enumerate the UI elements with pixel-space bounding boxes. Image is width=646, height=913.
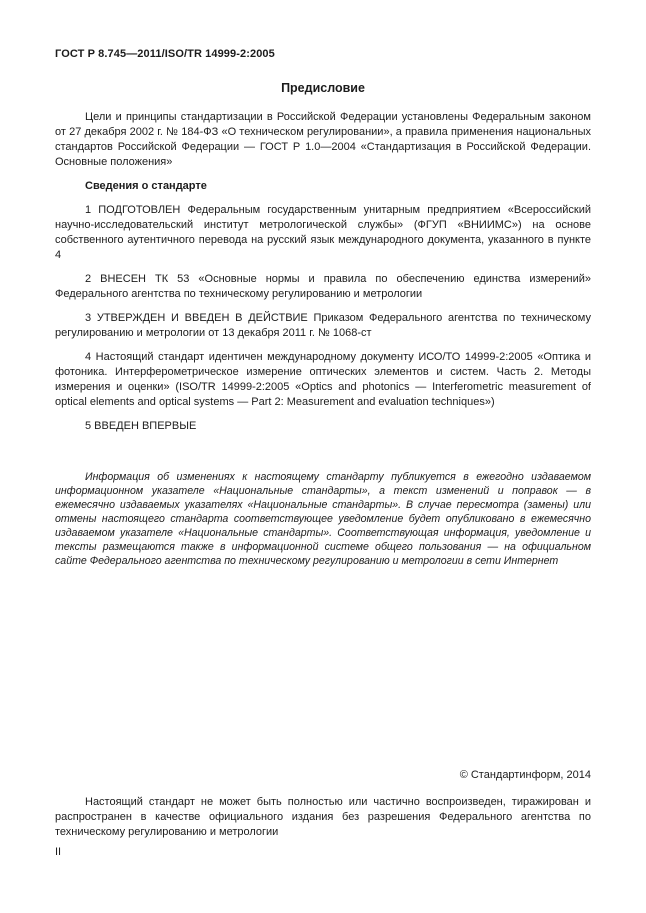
page-title: Предисловие xyxy=(281,81,365,95)
copyright-line: © Стандартинформ, 2014 xyxy=(459,769,591,781)
standard-info-item-3: 3 УТВЕРЖДЕН И ВВЕДЕН В ДЕЙСТВИЕ Приказом Федерального агентства по техническому регулированию и метрологии от 13 декабря 2011 г. № 1068-ст xyxy=(55,312,591,339)
reproduction-restriction-notice: Настоящий стандарт не может быть полностью или частично воспроизведен, тиражирован и распространен в качестве официального издания без разрешения Федерального агентства по техническому регулированию и метрологии xyxy=(55,796,591,838)
page-number: II xyxy=(55,846,62,858)
standard-info-item-2: 2 ВНЕСЕН ТК 53 «Основные нормы и правила по обеспечению единства измерений» Федерального агентства по техническому регулированию и метрологии xyxy=(55,273,591,300)
changes-information-notice: Информация об изменениях к настоящему стандарту публикуется в ежегодно издаваемом информационном указателе «Национальные стандарты», а текст изменений и поправок — в ежемесячно издаваемых указателях «Национальные стандарты». В случае пересмотра (замены) или отмены настоящего стандарта соответствующее уведомление будет опубликовано в ежемесячно издаваемом указателе «Национальные стандарты». Соответствующая информация, уведомление и тексты размещаются также в информационной системе общего пользования — на официальном сайте Федерального агентства по техническому регулированию и метрологии в сети Интернет xyxy=(55,471,591,567)
section-heading-standard-info: Сведения о стандарте xyxy=(85,180,207,192)
standard-info-item-5: 5 ВВЕДЕН ВПЕРВЫЕ xyxy=(85,420,197,432)
standard-info-item-4: 4 Настоящий стандарт идентичен международному документу ИСО/ТО 14999-2:2005 «Оптика и фотоника. Интерферометрическое измерение оптических элементов и систем. Часть 2. Методы измерения и оценки» (ISO/TR 14999-2:2005 «Optics and photonics — Interferometric measurement of optical elements and optical systems — Part 2: Measurement and evaluation techniques») xyxy=(55,351,591,408)
standard-info-item-1: 1 ПОДГОТОВЛЕН Федеральным государственным унитарным предприятием «Всероссийский научно-исследовательский институт метрологической службы» (ФГУП «ВНИИМС») на основе собственного аутентичного перевода на русский язык международного документа, указанного в пункте 4 xyxy=(55,204,591,261)
intro-paragraph: Цели и принципы стандартизации в Российской Федерации установлены Федеральным законом от 27 декабря 2002 г. № 184-ФЗ «О техническом регулировании», а правила применения национальных стандартов Российской Федерации — ГОСТ Р 1.0—2004 «Стандартизация в Российской Федерации. Основные положения» xyxy=(55,111,591,168)
document-code-header: ГОСТ Р 8.745—2011/ISO/TR 14999-2:2005 xyxy=(55,48,275,60)
